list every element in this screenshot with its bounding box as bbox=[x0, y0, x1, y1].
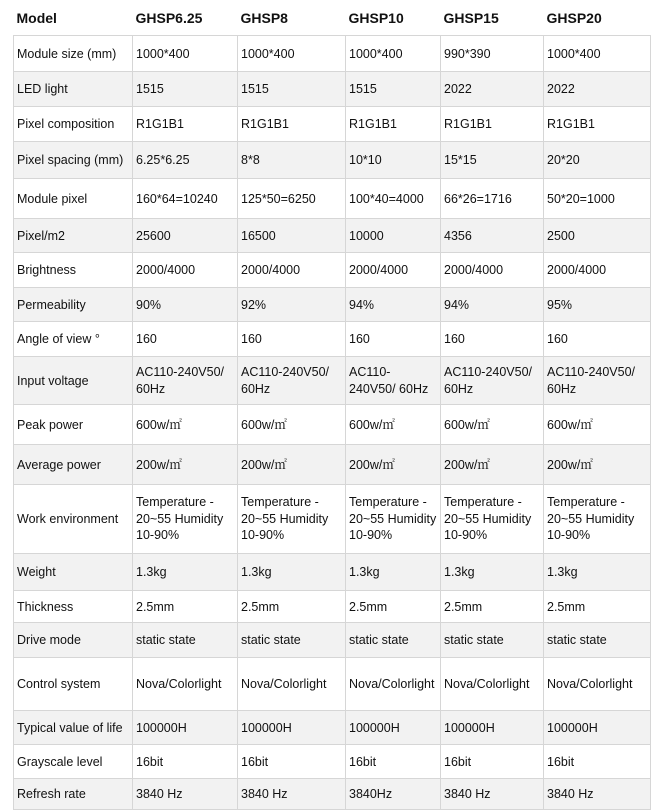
cell-value: static state bbox=[544, 623, 651, 658]
model-header: GHSP10 bbox=[346, 0, 441, 36]
cell-value: 100000H bbox=[346, 711, 441, 745]
cell-value: 125*50=6250 bbox=[238, 179, 346, 219]
row-label: Weight bbox=[14, 554, 133, 591]
cell-value: 6.25*6.25 bbox=[133, 142, 238, 179]
row-label: Permeability bbox=[14, 288, 133, 322]
model-header: GHSP8 bbox=[238, 0, 346, 36]
cell-value: 160 bbox=[441, 322, 544, 357]
cell-value: 600w/㎡ bbox=[238, 405, 346, 445]
table-row bbox=[14, 554, 651, 591]
cell-value: static state bbox=[133, 623, 238, 658]
cell-value: 16bit bbox=[133, 745, 238, 779]
cell-value: static state bbox=[238, 623, 346, 658]
cell-value: 94% bbox=[441, 288, 544, 322]
cell-value: 25600 bbox=[133, 219, 238, 253]
cell-value: 1.3kg bbox=[238, 554, 346, 591]
cell-value: R1G1B1 bbox=[441, 107, 544, 142]
model-header: GHSP15 bbox=[441, 0, 544, 36]
row-label: Pixel composition bbox=[14, 107, 133, 142]
cell-value: Temperature - 20~55 Humidity 10-90% bbox=[544, 485, 651, 554]
cell-value: 94% bbox=[346, 288, 441, 322]
cell-value: 16bit bbox=[346, 745, 441, 779]
cell-value: 160 bbox=[346, 322, 441, 357]
cell-value: 1515 bbox=[346, 72, 441, 107]
row-label: LED light bbox=[14, 72, 133, 107]
table-row bbox=[14, 142, 651, 179]
cell-value: Nova/Colorlight bbox=[441, 658, 544, 711]
cell-value: 100000H bbox=[133, 711, 238, 745]
table-row bbox=[14, 357, 651, 405]
row-label: Grayscale level bbox=[14, 745, 133, 779]
cell-value: 10*10 bbox=[346, 142, 441, 179]
cell-value: 3840 Hz bbox=[544, 779, 651, 810]
cell-value: 1.3kg bbox=[133, 554, 238, 591]
cell-value: Temperature - 20~55 Humidity 10-90% bbox=[346, 485, 441, 554]
cell-value: 990*390 bbox=[441, 36, 544, 72]
row-label: Refresh rate bbox=[14, 779, 133, 810]
row-label: Pixel/m2 bbox=[14, 219, 133, 253]
row-label: Typical value of life bbox=[14, 711, 133, 745]
cell-value: 16bit bbox=[544, 745, 651, 779]
model-header: GHSP6.25 bbox=[133, 0, 238, 36]
row-label: Brightness bbox=[14, 253, 133, 288]
cell-value: 1515 bbox=[133, 72, 238, 107]
table-row bbox=[14, 322, 651, 357]
cell-value: Nova/Colorlight bbox=[544, 658, 651, 711]
row-label: Control system bbox=[14, 658, 133, 711]
table-row bbox=[14, 745, 651, 779]
cell-value: R1G1B1 bbox=[238, 107, 346, 142]
cell-value: R1G1B1 bbox=[544, 107, 651, 142]
cell-value: 160 bbox=[544, 322, 651, 357]
model-header: GHSP20 bbox=[544, 0, 651, 36]
cell-value: 4356 bbox=[441, 219, 544, 253]
cell-value: 8*8 bbox=[238, 142, 346, 179]
cell-value: 1000*400 bbox=[346, 36, 441, 72]
cell-value: 3840Hz bbox=[346, 779, 441, 810]
cell-value: 160 bbox=[133, 322, 238, 357]
cell-value: 600w/㎡ bbox=[441, 405, 544, 445]
cell-value: Nova/Colorlight bbox=[346, 658, 441, 711]
table-row bbox=[14, 179, 651, 219]
cell-value: 200w/㎡ bbox=[346, 445, 441, 485]
cell-value: 15*15 bbox=[441, 142, 544, 179]
table-row bbox=[14, 72, 651, 107]
cell-value: 600w/㎡ bbox=[133, 405, 238, 445]
table-row bbox=[14, 623, 651, 658]
cell-value: 2000/4000 bbox=[133, 253, 238, 288]
cell-value: 2.5mm bbox=[346, 591, 441, 623]
cell-value: AC110-240V50/ 60Hz bbox=[544, 357, 651, 405]
table-row bbox=[14, 36, 651, 72]
cell-value: 1.3kg bbox=[346, 554, 441, 591]
cell-value: 2000/4000 bbox=[544, 253, 651, 288]
cell-value: R1G1B1 bbox=[346, 107, 441, 142]
cell-value: Temperature - 20~55 Humidity 10-90% bbox=[441, 485, 544, 554]
cell-value: 1.3kg bbox=[544, 554, 651, 591]
table-row bbox=[14, 485, 651, 554]
cell-value: Temperature - 20~55 Humidity 10-90% bbox=[238, 485, 346, 554]
table-row bbox=[14, 779, 651, 810]
cell-value: static state bbox=[441, 623, 544, 658]
cell-value: 2000/4000 bbox=[346, 253, 441, 288]
cell-value: AC110-240V50/ 60Hz bbox=[238, 357, 346, 405]
table-row bbox=[14, 445, 651, 485]
table-row bbox=[14, 219, 651, 253]
row-label: Work environment bbox=[14, 485, 133, 554]
cell-value: 200w/㎡ bbox=[544, 445, 651, 485]
cell-value: 10000 bbox=[346, 219, 441, 253]
cell-value: 200w/㎡ bbox=[133, 445, 238, 485]
cell-value: 1000*400 bbox=[133, 36, 238, 72]
row-label: Thickness bbox=[14, 591, 133, 623]
cell-value: 2.5mm bbox=[441, 591, 544, 623]
cell-value: 90% bbox=[133, 288, 238, 322]
cell-value: 2022 bbox=[544, 72, 651, 107]
table-row bbox=[14, 253, 651, 288]
header-row bbox=[14, 0, 651, 36]
cell-value: R1G1B1 bbox=[133, 107, 238, 142]
spec-table bbox=[13, 0, 651, 810]
cell-value: 16bit bbox=[238, 745, 346, 779]
cell-value: Temperature - 20~55 Humidity 10-90% bbox=[133, 485, 238, 554]
cell-value: 1515 bbox=[238, 72, 346, 107]
cell-value: 20*20 bbox=[544, 142, 651, 179]
table-row bbox=[14, 711, 651, 745]
cell-value: AC110-240V50/ 60Hz bbox=[133, 357, 238, 405]
row-label: Drive mode bbox=[14, 623, 133, 658]
row-label: Peak power bbox=[14, 405, 133, 445]
row-label: Input voltage bbox=[14, 357, 133, 405]
cell-value: 100000H bbox=[544, 711, 651, 745]
cell-value: 2.5mm bbox=[133, 591, 238, 623]
cell-value: 2500 bbox=[544, 219, 651, 253]
cell-value: 160 bbox=[238, 322, 346, 357]
cell-value: 200w/㎡ bbox=[238, 445, 346, 485]
cell-value: Nova/Colorlight bbox=[133, 658, 238, 711]
cell-value: 95% bbox=[544, 288, 651, 322]
model-label-header: Model bbox=[14, 0, 133, 36]
cell-value: 160*64=10240 bbox=[133, 179, 238, 219]
cell-value: 2000/4000 bbox=[238, 253, 346, 288]
cell-value: 100*40=4000 bbox=[346, 179, 441, 219]
cell-value: AC110-240V50/ 60Hz bbox=[441, 357, 544, 405]
cell-value: 16500 bbox=[238, 219, 346, 253]
cell-value: 1.3kg bbox=[441, 554, 544, 591]
cell-value: 100000H bbox=[238, 711, 346, 745]
cell-value: 16bit bbox=[441, 745, 544, 779]
row-label: Module size (mm) bbox=[14, 36, 133, 72]
cell-value: Nova/Colorlight bbox=[238, 658, 346, 711]
cell-value: static state bbox=[346, 623, 441, 658]
row-label: Pixel spacing (mm) bbox=[14, 142, 133, 179]
cell-value: 2000/4000 bbox=[441, 253, 544, 288]
table-row bbox=[14, 591, 651, 623]
cell-value: AC110-240V50/ 60Hz bbox=[346, 357, 441, 405]
cell-value: 200w/㎡ bbox=[441, 445, 544, 485]
table-row bbox=[14, 405, 651, 445]
cell-value: 66*26=1716 bbox=[441, 179, 544, 219]
row-label: Average power bbox=[14, 445, 133, 485]
cell-value: 3840 Hz bbox=[133, 779, 238, 810]
cell-value: 3840 Hz bbox=[441, 779, 544, 810]
cell-value: 1000*400 bbox=[238, 36, 346, 72]
cell-value: 2.5mm bbox=[544, 591, 651, 623]
cell-value: 2.5mm bbox=[238, 591, 346, 623]
cell-value: 92% bbox=[238, 288, 346, 322]
cell-value: 600w/㎡ bbox=[346, 405, 441, 445]
table-row bbox=[14, 107, 651, 142]
cell-value: 100000H bbox=[441, 711, 544, 745]
cell-value: 3840 Hz bbox=[238, 779, 346, 810]
row-label: Module pixel bbox=[14, 179, 133, 219]
table-row bbox=[14, 658, 651, 711]
cell-value: 2022 bbox=[441, 72, 544, 107]
cell-value: 50*20=1000 bbox=[544, 179, 651, 219]
cell-value: 1000*400 bbox=[544, 36, 651, 72]
cell-value: 600w/㎡ bbox=[544, 405, 651, 445]
row-label: Angle of view ° bbox=[14, 322, 133, 357]
table-row bbox=[14, 288, 651, 322]
